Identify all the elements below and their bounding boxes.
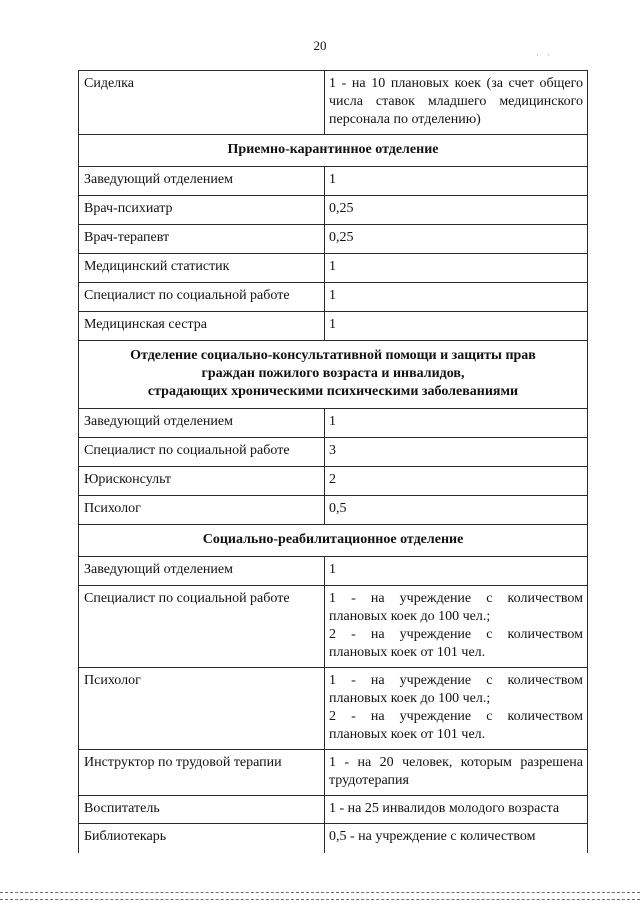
position-cell: Библиотекарь bbox=[79, 824, 325, 854]
position-cell: Инструктор по трудовой терапии bbox=[79, 750, 325, 796]
position-cell: Врач-психиатр bbox=[79, 196, 325, 225]
staff-norm-line: 1 - на учреждение с количеством плановых коек до 100 чел.; bbox=[329, 591, 583, 624]
staff-norm-cell: 2 bbox=[325, 467, 588, 496]
staff-norm-cell bbox=[325, 586, 588, 668]
staff-norm-cell: 0,25 bbox=[325, 225, 588, 254]
staff-norm-cell: 1 - на 20 человек, которым разрешена трудотерапия bbox=[325, 750, 588, 796]
section-header-row bbox=[79, 525, 588, 557]
table-row bbox=[79, 196, 588, 225]
table-row bbox=[79, 824, 588, 854]
table-row bbox=[79, 71, 588, 135]
section-title bbox=[79, 341, 588, 409]
position-cell: Заведующий отделением bbox=[79, 557, 325, 586]
section-header-row bbox=[79, 135, 588, 167]
position-cell: Сиделка bbox=[79, 71, 325, 135]
position-cell: Специалист по социальной работе bbox=[79, 586, 325, 668]
position-cell: Медицинская сестра bbox=[79, 312, 325, 341]
position-cell: Специалист по социальной работе bbox=[79, 438, 325, 467]
section-title bbox=[79, 525, 588, 557]
section-title-line: граждан пожилого возраста и инвалидов, bbox=[201, 366, 465, 381]
position-cell: Специалист по социальной работе bbox=[79, 283, 325, 312]
staff-norm-line: 2 - на учреждение с количеством плановых коек от 101 чел. bbox=[329, 709, 583, 742]
position-cell: Психолог bbox=[79, 496, 325, 525]
table-row bbox=[79, 467, 588, 496]
position-cell: Психолог bbox=[79, 668, 325, 750]
staff-norm-cell: 1 bbox=[325, 167, 588, 196]
staff-norm-cell: 0,25 bbox=[325, 196, 588, 225]
section-title-line: Социально-реабилитационное отделение bbox=[202, 532, 464, 547]
table-row bbox=[79, 750, 588, 796]
section-title-line: Приемно-карантинное отделение bbox=[227, 142, 439, 157]
staff-norm-line: 2 - на учреждение с количеством плановых коек от 101 чел. bbox=[329, 627, 583, 660]
table-row bbox=[79, 312, 588, 341]
table-row bbox=[79, 496, 588, 525]
table-row bbox=[79, 254, 588, 283]
position-cell: Заведующий отделением bbox=[79, 167, 325, 196]
section-header-row bbox=[79, 341, 588, 409]
position-cell: Воспитатель bbox=[79, 796, 325, 824]
staff-norm-cell: 1 bbox=[325, 409, 588, 438]
staffing-table-body bbox=[79, 71, 588, 854]
table-row bbox=[79, 409, 588, 438]
position-cell: Заведующий отделением bbox=[79, 409, 325, 438]
table-row bbox=[79, 438, 588, 467]
staff-norm-cell: 0,5 bbox=[325, 496, 588, 525]
position-cell: Врач-терапевт bbox=[79, 225, 325, 254]
staff-norm-cell: 1 bbox=[325, 557, 588, 586]
position-cell: Юрисконсульт bbox=[79, 467, 325, 496]
staff-norm-cell: 1 bbox=[325, 312, 588, 341]
scan-mark: · · bbox=[536, 50, 554, 60]
staff-norm-cell bbox=[325, 668, 588, 750]
table-row bbox=[79, 586, 588, 668]
staff-norm-cell: 3 bbox=[325, 438, 588, 467]
staff-norm-cell: 1 - на 10 плановых коек (за счет общего числа ставок младшего медицинского персонала по отделению) bbox=[325, 71, 588, 135]
table-row bbox=[79, 225, 588, 254]
staff-norm-cell: 1 - на 25 инвалидов молодого возраста bbox=[325, 796, 588, 824]
table-row bbox=[79, 283, 588, 312]
staff-norm-cell: 0,5 - на учреждение с количеством bbox=[325, 824, 588, 854]
staff-norm-cell: 1 bbox=[325, 254, 588, 283]
scan-bottom-edge bbox=[0, 899, 640, 900]
staffing-table bbox=[78, 70, 588, 853]
table-row bbox=[79, 668, 588, 750]
table-row bbox=[79, 796, 588, 824]
page-number: 20 bbox=[313, 38, 327, 53]
position-cell: Медицинский статистик bbox=[79, 254, 325, 283]
staff-norm-line: 1 - на учреждение с количеством плановых коек до 100 чел.; bbox=[329, 673, 583, 706]
table-row bbox=[79, 167, 588, 196]
staff-norm-cell: 1 bbox=[325, 283, 588, 312]
section-title-line: Отделение социально-консультативной помощи и защиты прав bbox=[130, 348, 536, 363]
scan-bottom-edge bbox=[0, 892, 640, 893]
section-title bbox=[79, 135, 588, 167]
table-row bbox=[79, 557, 588, 586]
section-title-line: страдающих хроническими психическими заболеваниями bbox=[147, 384, 519, 399]
